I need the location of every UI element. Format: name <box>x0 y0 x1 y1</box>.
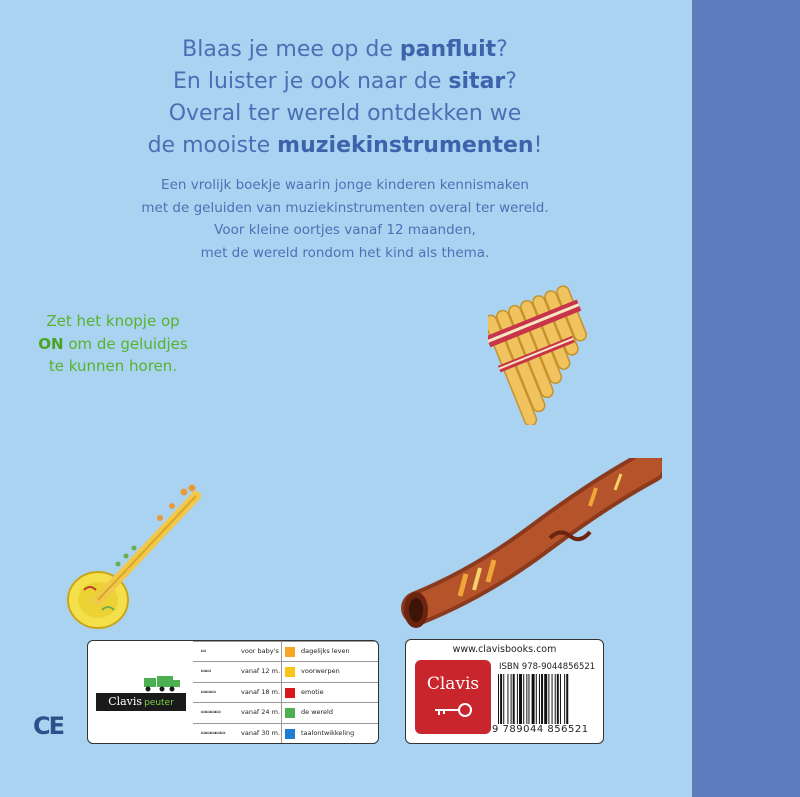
age-label: vanaf 24 m. <box>241 708 281 717</box>
age-row <box>193 702 378 723</box>
panflute-illustration <box>488 280 598 425</box>
category-swatch <box>285 688 295 698</box>
age-row <box>193 641 378 662</box>
category-swatch <box>285 647 295 657</box>
book-spine <box>692 0 800 797</box>
age-label: vanaf 30 m. <box>241 728 281 737</box>
clavis-logo <box>415 660 491 734</box>
barcode <box>498 674 598 724</box>
publisher-url: www.clavisbooks.com <box>452 644 557 655</box>
clavis-peuter-logo <box>94 671 186 713</box>
logo-bar: Clavis peuter <box>96 693 186 711</box>
logo-text: Clavis <box>426 674 480 694</box>
key-icon <box>433 702 475 718</box>
category-swatch <box>285 729 295 739</box>
age-label: vanaf 18 m. <box>241 687 281 696</box>
wagon-icon: ▭▭ <box>201 666 211 676</box>
age-label: vanaf 12 m. <box>241 667 281 676</box>
category-swatch <box>285 667 295 677</box>
wagon-icon: ▭▭▭▭ <box>201 707 221 717</box>
publisher-box <box>405 639 604 744</box>
wagon-icon: ▭▭▭ <box>201 686 216 696</box>
sitar-illustration <box>64 482 214 640</box>
age-label: voor baby's <box>241 647 279 655</box>
sound-button-note: Zet het knopje op ON om de geluidjes te kunnen horen. <box>38 312 188 375</box>
barcode-number: 9 789044 856521 <box>492 724 589 735</box>
train-icon <box>142 673 182 693</box>
age-grid <box>193 641 378 743</box>
ce-mark: CE <box>33 712 64 740</box>
description-text: Een vrolijk boekje waarin jonge kinderen kennismaken met de geluiden van muziekinstrumenten overal ter wereld. Voor kleine oortjes vanaf 12 maanden, met de wereld rondom het kind als thema. <box>141 177 549 261</box>
age-row <box>193 723 378 744</box>
age-row <box>193 682 378 703</box>
category-label: dagelijks leven <box>301 647 350 655</box>
wagon-icon: ▭ <box>201 646 206 655</box>
category-label: de wereld <box>301 708 333 717</box>
wagon-icon: ▭▭▭▭▭ <box>201 727 226 737</box>
isbn-text: ISBN 978-9044856521 <box>499 662 596 672</box>
didgeridoo-illustration <box>400 458 662 638</box>
category-swatch <box>285 708 295 718</box>
category-label: voorwerpen <box>301 667 340 676</box>
category-label: emotie <box>301 687 324 696</box>
age-series-box <box>87 640 379 744</box>
headline: Blaas je mee op de panfluit? En luister je ook naar de sitar? Overal ter wereld ontdekken we de mooiste muziekinstrumenten! <box>147 37 543 158</box>
age-row <box>193 661 378 682</box>
category-label: taalontwikkeling <box>301 728 355 737</box>
